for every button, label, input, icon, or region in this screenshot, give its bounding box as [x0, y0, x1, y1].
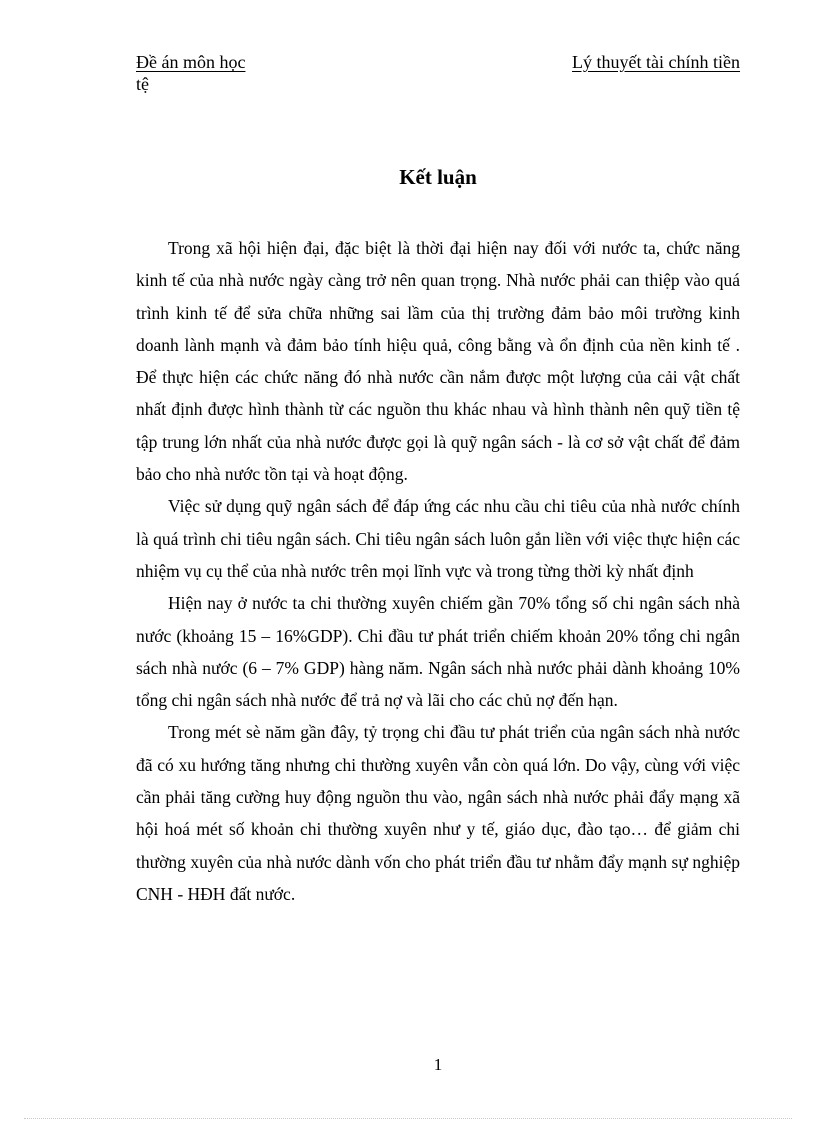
page-number: 1 — [433, 1055, 443, 1074]
page-title: Kết luận — [399, 165, 477, 189]
paragraph-4: Trong mét sè năm gần đây, tỷ trọng chi đầu tư phát triển của ngân sách nhà nước đã có xu hướng tăng nhưng chi thường xuyên vẫn còn quá lớn. Do vậy, cùng với việc cần phải tăng cường huy động nguồn thu vào, ngân sách nhà nước phải đẩy mạng xã hội hoá mét số khoản chi thường xuyên như y tế, giáo dục, đào tạo… để giảm chi thường xuyên của nhà nước dành vốn cho phát triển đầu tư nhằm đẩy mạnh sự nghiệp CNH - HĐH đất nước. — [136, 722, 740, 904]
page-bottom-divider — [24, 1118, 792, 1119]
header-line — [136, 50, 740, 74]
paragraph-3: Hiện nay ở nước ta chi thường xuyên chiếm gần 70% tổng số chi ngân sách nhà nước (khoảng 15 – 16%GDP). Chi đầu tư phát triển chiếm khoản 20% tổng chi ngân sách nhà nước (6 – 7% GDP) hàng năm. Ngân sách nhà nước phải dành khoảng 10% tổng chi ngân sách nhà nước để trả nợ và lãi cho các chủ nợ đến hạn. — [136, 593, 740, 711]
header-left-title: Đề án môn học — [136, 52, 246, 72]
header-right-title: Lý thuyết tài chính tiền — [572, 52, 740, 72]
paragraph-2: Việc sử dụng quỹ ngân sách để đáp ứng các nhu cầu chi tiêu của nhà nước chính là quá trình chi tiêu ngân sách. Chi tiêu ngân sách luôn gắn liền với việc thực hiện các nhiệm vụ cụ thể của nhà nước trên mọi lĩnh vực và trong từng thời kỳ nhất định — [136, 496, 740, 581]
body-text — [136, 232, 740, 910]
paragraph-1: Trong xã hội hiện đại, đặc biệt là thời đại hiện nay đối với nước ta, chức năng kinh tế của nhà nước ngày càng trở nên quan trọng. Nhà nước phải can thiệp vào quá trình kinh tế để sửa chữa những sai lầm của thị trường đảm bảo môi trường kinh doanh lành mạnh và đảm bảo tính hiệu quả, công bằng và ổn định của nền kinh tế . Để thực hiện các chức năng đó nhà nước cần nắm được một lượng của cải vật chất nhất định được hình thành từ các nguồn thu khác nhau và hình thành nên quỹ tiền tệ tập trung lớn nhất của nhà nước được gọi là quỹ ngân sách - là cơ sở vật chất để đảm bảo cho nhà nước tồn tại và hoạt động. — [136, 238, 740, 485]
header-wrap-text: tệ — [136, 74, 149, 94]
page-header — [136, 50, 740, 96]
